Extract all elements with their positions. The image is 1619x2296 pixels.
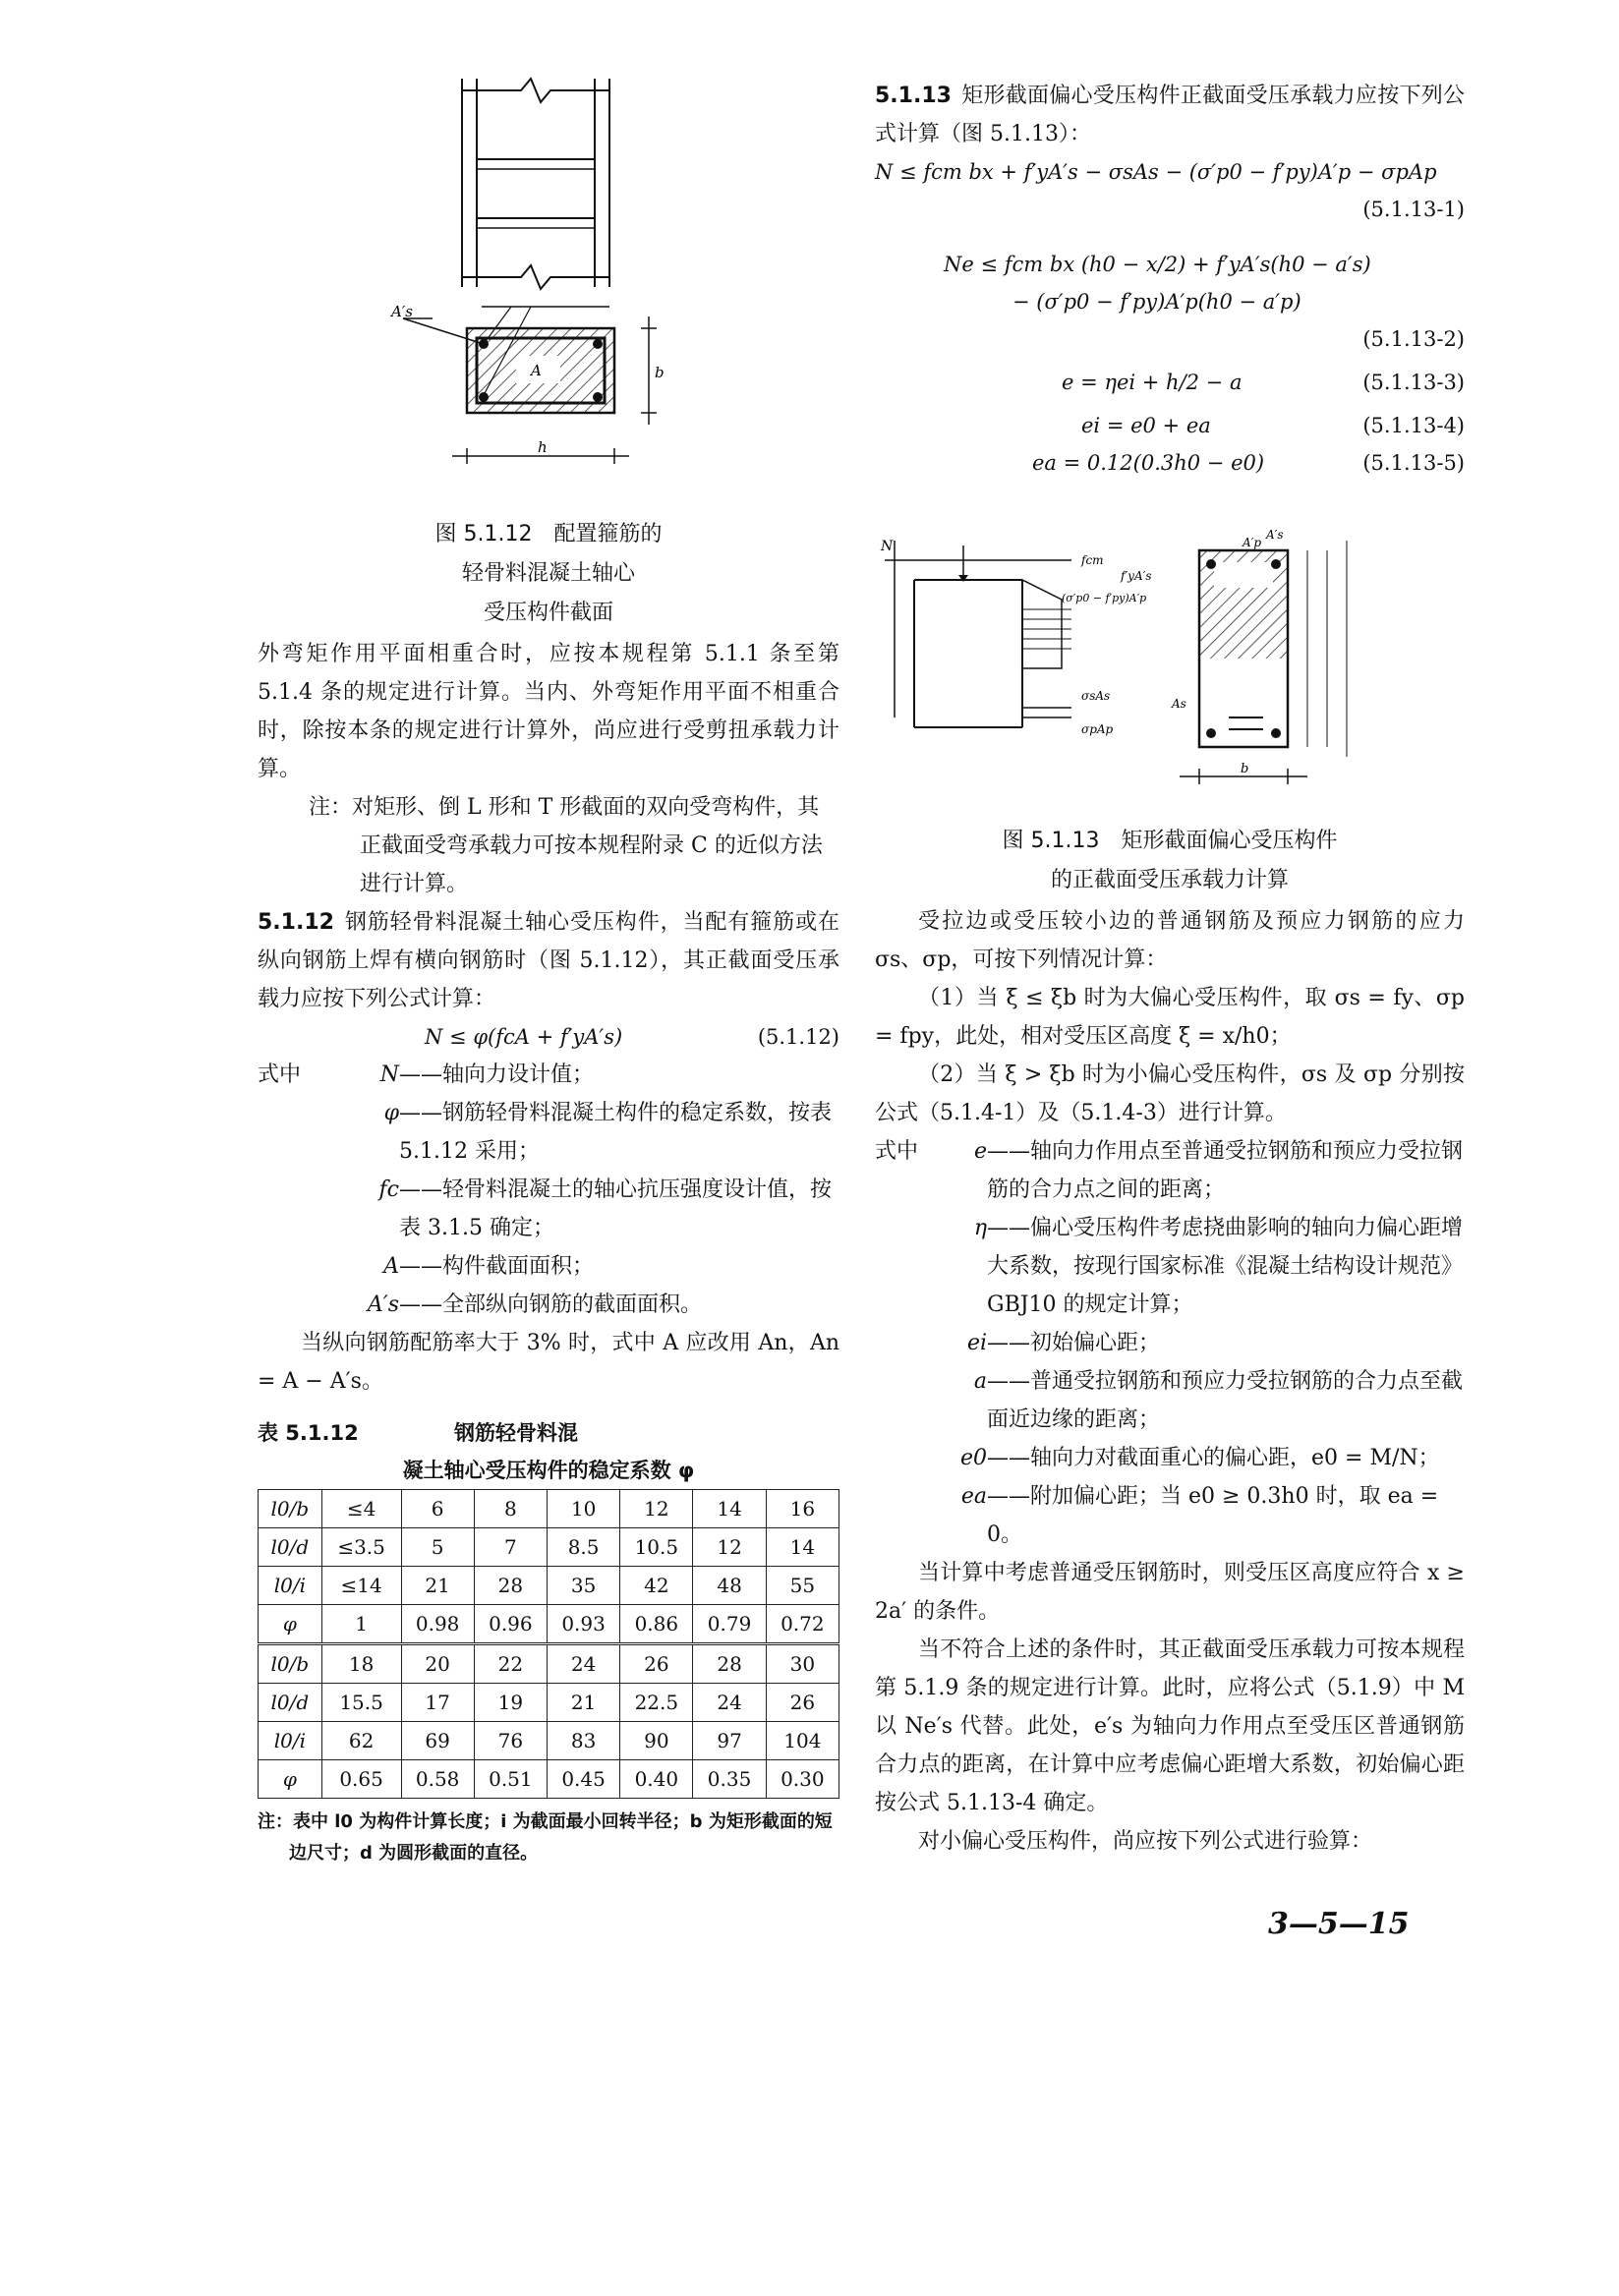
definition-row <box>875 1439 1465 1477</box>
def-text: ——钢筋轻骨料混凝土构件的稳定系数，按表 5.1.12 采用； <box>399 1101 833 1164</box>
table-cell: 35 <box>547 1567 619 1605</box>
table-cell: 21 <box>401 1567 474 1605</box>
def-text: ——全部纵向钢筋的截面面积。 <box>399 1292 703 1317</box>
def-symbol: e0 <box>959 1446 987 1470</box>
def-symbol: ei <box>966 1331 987 1355</box>
def-text: ——附加偏心距；当 e0 ≥ 0.3h0 时，取 ea = 0。 <box>987 1484 1439 1547</box>
left-para-1: 外弯矩作用平面相重合时，应按本规程第 5.1.1 条至第 5.1.4 条的规定进行计算。当内、外弯矩作用平面不相重合时，除按本条的规定进行计算外，尚应进行受剪扭承载力计算。 <box>258 642 839 781</box>
clause-5-1-13 <box>875 77 1465 153</box>
table-cell: 24 <box>547 1644 619 1684</box>
table-cell: 0.30 <box>766 1760 838 1799</box>
table-cell: 24 <box>693 1684 766 1722</box>
table-row <box>259 1528 839 1567</box>
table-cell: 0.96 <box>474 1605 547 1644</box>
definition-row <box>258 1286 839 1324</box>
right-para-1: 受拉边或受压较小边的普通钢筋及预应力钢筋的应力 σs、σp，可按下列情况计算： <box>875 909 1465 972</box>
table-cell: 22.5 <box>620 1684 693 1722</box>
page-number: 3—5—15 <box>1268 1907 1410 1941</box>
table-cell: 76 <box>474 1722 547 1760</box>
fig12-label-b: b <box>655 364 665 381</box>
table-row <box>259 1567 839 1605</box>
fig13-caption-line: 图 5.1.13 矩形截面偏心受压构件 <box>1002 829 1338 853</box>
table-cell: 0.79 <box>693 1605 766 1644</box>
right-definitions <box>875 1132 1465 1554</box>
fig13-label-As: As <box>1172 697 1186 711</box>
def-lead <box>875 1324 948 1362</box>
equation-5-1-12 <box>258 1018 839 1056</box>
def-text: ——轴向力作用点至普通受拉钢筋和预应力受拉钢筋的合力点之间的距离； <box>987 1139 1464 1202</box>
table-cell: 22 <box>474 1644 547 1684</box>
equation-line <box>875 444 1465 482</box>
table-cell: 0.93 <box>547 1605 619 1644</box>
equation-number: (5.1.13-4) <box>1362 414 1465 437</box>
table-row-header: φ <box>259 1760 322 1799</box>
table-row-header: l0/i <box>259 1567 322 1605</box>
definition-row <box>875 1132 1465 1209</box>
definition-row <box>258 1247 839 1286</box>
table-title-line-2: 凝土轴心受压构件的稳定系数 φ <box>402 1459 695 1482</box>
table-cell: 17 <box>401 1684 474 1722</box>
equation-formula: Ne ≤ fcm bx (h0 − x/2) + f′yA′s(h0 − a′s) <box>944 253 1371 276</box>
table-cell: 42 <box>620 1567 693 1605</box>
def-lead <box>258 1094 330 1171</box>
equation-number: (5.1.13-1) <box>1362 198 1465 221</box>
equation-formula: N ≤ φ(fcA + f′yA′s) <box>425 1025 623 1049</box>
fig13-caption <box>875 822 1465 900</box>
table-cell: 0.58 <box>401 1760 474 1799</box>
right-column <box>875 77 1465 482</box>
left-definitions <box>258 1056 839 1324</box>
def-symbol: A <box>383 1254 399 1279</box>
table-cell: 19 <box>474 1684 547 1722</box>
def-text: ——构件截面面积； <box>399 1254 595 1279</box>
equations-5-1-13 <box>875 153 1465 482</box>
table-cell: 90 <box>620 1722 693 1760</box>
table-cell: 12 <box>620 1490 693 1528</box>
table-cell: 28 <box>693 1644 766 1684</box>
fig12-caption-line: 图 5.1.12 配置箍筋的 <box>434 522 663 546</box>
table-cell: 30 <box>766 1644 838 1684</box>
equation-line <box>875 364 1465 401</box>
def-lead: 式中 <box>258 1062 302 1087</box>
table-cell: 18 <box>321 1644 401 1684</box>
def-symbol: A′s <box>367 1292 399 1317</box>
clause-number: 5.1.13 <box>875 84 952 108</box>
right-column-text <box>875 902 1465 1861</box>
def-text: ——轴向力对截面重心的偏心距，e0 = M/N； <box>987 1446 1440 1470</box>
table-cell: 62 <box>321 1722 401 1760</box>
def-symbol: η <box>973 1216 987 1240</box>
table-row-header: l0/b <box>259 1490 322 1528</box>
equation-line <box>875 246 1465 283</box>
def-symbol: fc <box>378 1177 399 1202</box>
equation-formula: ea = 0.12(0.3h0 − e0) <box>1032 451 1265 475</box>
fig13-label-Asp: A′s <box>1266 528 1284 542</box>
fig13-caption-line: 的正截面受压承载力计算 <box>1050 868 1289 892</box>
table-row <box>259 1644 839 1684</box>
equation-line <box>875 283 1465 320</box>
def-lead <box>258 1171 330 1247</box>
clause-5-1-12 <box>258 903 839 1018</box>
def-lead <box>258 1247 330 1286</box>
table-title-line-1: 钢筋轻骨料混 <box>454 1421 578 1445</box>
def-lead <box>875 1209 948 1324</box>
table-cell: ≤14 <box>321 1567 401 1605</box>
def-text: ——偏心受压构件考虑挠曲影响的轴向力偏心距增大系数，按现行国家标准《混凝土结构设计规范》GBJ10 的规定计算； <box>987 1216 1464 1317</box>
def-text: ——轴向力设计值； <box>399 1062 595 1087</box>
table-cell: 97 <box>693 1722 766 1760</box>
definition-row <box>875 1477 1465 1554</box>
fig13-label-b: b <box>1241 762 1249 776</box>
fig13-label-sigAp: σpAp <box>1081 722 1114 736</box>
fig13-label-N: N <box>881 539 894 554</box>
fig12-label-h: h <box>538 438 548 456</box>
definition-row <box>875 1362 1465 1439</box>
table-cell: 1 <box>321 1605 401 1644</box>
table-cell: ≤3.5 <box>321 1528 401 1567</box>
table-cell: 14 <box>766 1528 838 1567</box>
def-lead <box>875 1439 948 1477</box>
left-para-2: 当纵向钢筋配筋率大于 3% 时，式中 A 应改用 An，An = A − A′s。 <box>258 1331 839 1394</box>
def-symbol: φ <box>383 1101 399 1125</box>
table-cell: 69 <box>401 1722 474 1760</box>
def-symbol: ea <box>960 1484 987 1509</box>
table-row <box>259 1490 839 1528</box>
table-cell: 0.72 <box>766 1605 838 1644</box>
table-cell: 0.40 <box>620 1760 693 1799</box>
right-case-2: （2）当 ξ > ξb 时为小偏心受压构件，σs 及 σp 分别按公式（5.1.4-1）及（5.1.4-3）进行计算。 <box>875 1062 1465 1125</box>
table-cell: 6 <box>401 1490 474 1528</box>
table-title <box>258 1414 839 1452</box>
right-para-4: 对小偏心受压构件，尚应按下列公式进行验算： <box>918 1829 1373 1854</box>
clause-number: 5.1.12 <box>258 910 334 935</box>
equation-number: (5.1.13-2) <box>1362 327 1465 351</box>
table-cell: 14 <box>693 1490 766 1528</box>
figure-5-1-12 <box>383 71 708 484</box>
left-note-1: 注：对矩形、倒 L 形和 T 形截面的双向受弯构件，其正截面受弯承载力可按本规程附录 C 的近似方法进行计算。 <box>309 795 823 896</box>
definition-row <box>875 1209 1465 1324</box>
equation-formula: ei = e0 + ea <box>1081 414 1211 437</box>
fig13-label-sigAs: σsAs <box>1081 689 1111 703</box>
table-row-header: φ <box>259 1605 322 1644</box>
table-cell: 26 <box>620 1644 693 1684</box>
table-cell: 28 <box>474 1567 547 1605</box>
fig13-label-fyAs: f′yA′s <box>1121 569 1152 583</box>
table-row-header: l0/d <box>259 1528 322 1567</box>
table-row-header: l0/i <box>259 1722 322 1760</box>
def-symbol: N <box>379 1062 399 1087</box>
table-cell: 48 <box>693 1567 766 1605</box>
equation-number: (5.1.12) <box>757 1025 839 1049</box>
fig12-label-A: A <box>531 362 542 379</box>
table-cell: 8 <box>474 1490 547 1528</box>
fig13-label-Ap: A′p <box>1243 536 1262 549</box>
table-number: 表 5.1.12 <box>258 1421 359 1445</box>
table-cell: 20 <box>401 1644 474 1684</box>
table-row-header: l0/d <box>259 1684 322 1722</box>
right-case-1: （1）当 ξ ≤ ξb 时为大偏心受压构件，取 σs = fy、σp = fpy，此处，相对受压区高度 ξ = x/h0； <box>875 986 1465 1049</box>
definition-row <box>875 1324 1465 1362</box>
table-cell: 7 <box>474 1528 547 1567</box>
table-cell: 10.5 <box>620 1528 693 1567</box>
equation-formula: e = ηei + h/2 − a <box>1062 371 1243 394</box>
figure-5-1-13 <box>875 521 1465 786</box>
right-para-2: 当计算中考虑普通受压钢筋时，则受压区高度应符合 x ≥ 2a′ 的条件。 <box>875 1561 1465 1624</box>
equation-formula: N ≤ fcm bx + f′yA′s − σsAs − (σ′p0 − f′py)A′p − σpAp <box>875 160 1437 184</box>
table-cell: ≤4 <box>321 1490 401 1528</box>
table-cell: 83 <box>547 1722 619 1760</box>
equation-formula: − (σ′p0 − f′py)A′p(h0 − a′p) <box>1012 290 1301 314</box>
table-row <box>259 1722 839 1760</box>
def-symbol: e <box>973 1139 987 1164</box>
fig12-caption <box>258 515 839 633</box>
table-cell: 0.35 <box>693 1760 766 1799</box>
equation-line <box>875 407 1465 444</box>
table-cell: 0.65 <box>321 1760 401 1799</box>
table-cell: 21 <box>547 1684 619 1722</box>
def-text: ——普通受拉钢筋和预应力受拉钢筋的合力点至截面近边缘的距离； <box>987 1369 1464 1432</box>
def-symbol: a <box>973 1369 987 1394</box>
table-cell: 5 <box>401 1528 474 1567</box>
def-lead: 式中 <box>875 1139 919 1164</box>
table-cell: 12 <box>693 1528 766 1567</box>
table-row-header: l0/b <box>259 1644 322 1684</box>
definition-row <box>258 1171 839 1247</box>
stability-table <box>258 1489 839 1799</box>
definition-row <box>258 1056 839 1094</box>
table-note: 注：表中 l0 为构件计算长度；i 为截面最小回转半径；b 为矩形截面的短边尺寸；d 为圆形截面的直径。 <box>258 1811 833 1864</box>
fig12-label-As: A′s <box>391 303 413 320</box>
table-row <box>259 1684 839 1722</box>
table-cell: 26 <box>766 1684 838 1722</box>
right-para-3: 当不符合上述的条件时，其正截面受压承载力可按本规程第 5.1.9 条的规定进行计算。此时，应将公式（5.1.9）中 M 以 Ne′s 代替。此处，e′s 为轴向力作用点至受压区普通钢筋合力点的距离，在计算中应考虑偏心距增大系数，初始偏心距按公式 5.1.13-4 确定。 <box>875 1637 1465 1815</box>
table-cell: 10 <box>547 1490 619 1528</box>
equation-number: (5.1.13-3) <box>1362 371 1465 394</box>
definition-row <box>258 1094 839 1171</box>
fig12-caption-line: 轻骨料混凝土轴心 <box>461 561 635 586</box>
table-cell: 15.5 <box>321 1684 401 1722</box>
clause-text: 矩形截面偏心受压构件正截面受压承载力应按下列公式计算（图 5.1.13）： <box>875 84 1465 146</box>
fig13-label-sigma: (σ′p0 − f′py)A′p <box>1062 592 1147 604</box>
def-text: ——初始偏心距； <box>987 1331 1161 1355</box>
fig13-label-fcm: fcm <box>1081 553 1104 567</box>
table-cell: 0.45 <box>547 1760 619 1799</box>
def-text: ——轻骨料混凝土的轴心抗压强度设计值，按表 3.1.5 确定； <box>399 1177 833 1240</box>
left-column <box>258 635 839 1869</box>
table-cell: 0.86 <box>620 1605 693 1644</box>
table-cell: 8.5 <box>547 1528 619 1567</box>
table-cell: 55 <box>766 1567 838 1605</box>
equation-number: (5.1.13-5) <box>1362 451 1465 475</box>
def-lead <box>875 1362 948 1439</box>
clause-text: 钢筋轻骨料混凝土轴心受压构件，当配有箍筋或在纵向钢筋上焊有横向钢筋时（图 5.1.12），其正截面受压承载力应按下列公式计算： <box>258 910 839 1011</box>
def-lead <box>875 1477 948 1554</box>
table-cell: 0.51 <box>474 1760 547 1799</box>
table-row <box>259 1760 839 1799</box>
equation-line <box>875 153 1465 191</box>
fig12-caption-line: 受压构件截面 <box>483 601 613 625</box>
def-lead <box>258 1286 330 1324</box>
table-cell: 16 <box>766 1490 838 1528</box>
table-cell: 0.98 <box>401 1605 474 1644</box>
equation-line <box>875 320 1465 358</box>
table-cell: 104 <box>766 1722 838 1760</box>
table-row <box>259 1605 839 1644</box>
equation-line <box>875 191 1465 228</box>
